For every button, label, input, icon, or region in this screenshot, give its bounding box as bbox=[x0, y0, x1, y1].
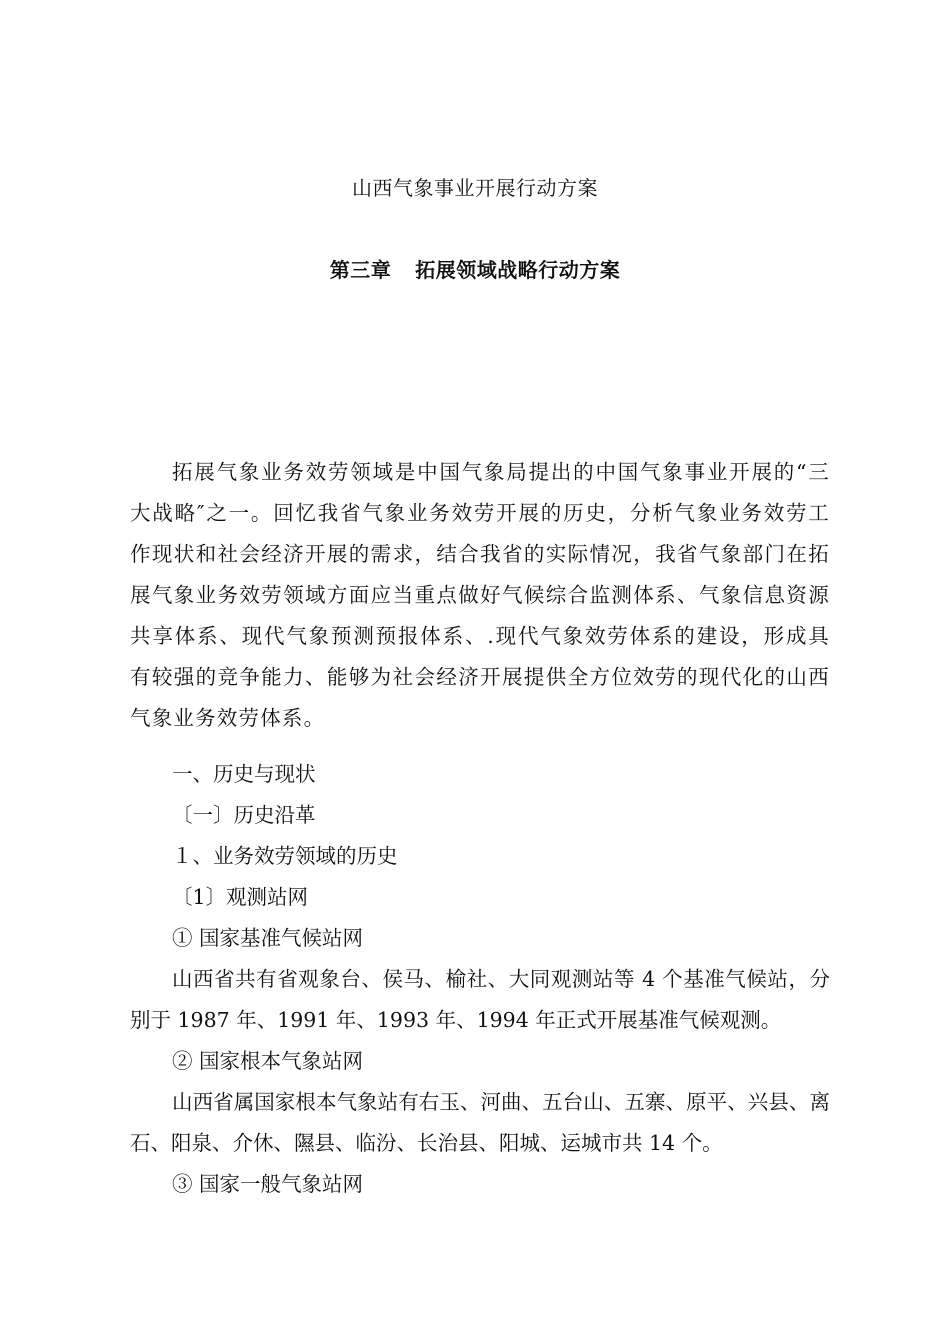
chapter-title-text: 拓展领域战略行动方案 bbox=[415, 258, 621, 282]
network-paragraph-basic-station: 山西省属国家根本气象站有右玉、河曲、五台山、五寨、原平、兴县、离石、阳泉、介休、隰县、临汾、长治县、阳城、运城市共 14 个。 bbox=[130, 1090, 830, 1155]
item-heading-observation-network: 〔1〕观测站网 bbox=[172, 885, 309, 909]
document-title: 山西气象事业开展行动方案 bbox=[352, 176, 598, 200]
subsection-heading-history-evolution: 〔一〕历史沿革 bbox=[172, 803, 316, 827]
network-paragraph-reference-climate: 山西省共有省观象台、侯马、榆社、大同观测站等 4 个基准气候站，分别于 1987 年、1991 年、1993 年、1994 年正式开展基准气候观测。 bbox=[130, 967, 830, 1032]
intro-paragraph: 拓展气象业务效劳领域是中国气象局提出的中国气象事业开展的“三大战略″之一。回忆我省气象业务效劳开展的历史，分析气象业务效劳工作现状和社会经济开展的需求，结合我省的实际情况，我省气象部门在拓展气象业务效劳领域方面应当重点做好气候综合监测体系、气象信息资源共享体系、现代气象预测预报体系、.现代气象效劳体系的建设，形成具有较强的竞争能力、能够为社会经济开展提供全方位效劳的现代化的山西气象业务效劳体系。 bbox=[130, 460, 830, 730]
network-heading-basic-station: ② 国家根本气象站网 bbox=[172, 1049, 364, 1073]
chapter-number: 第三章 bbox=[329, 258, 392, 282]
item-heading-service-history: １、业务效劳领域的历史 bbox=[172, 844, 398, 868]
network-heading-general-station: ③ 国家一般气象站网 bbox=[172, 1172, 364, 1196]
network-heading-reference-climate: ① 国家基准气候站网 bbox=[172, 926, 364, 950]
section-heading-history: 一、历史与现状 bbox=[172, 762, 316, 786]
chapter-heading bbox=[0, 256, 950, 284]
